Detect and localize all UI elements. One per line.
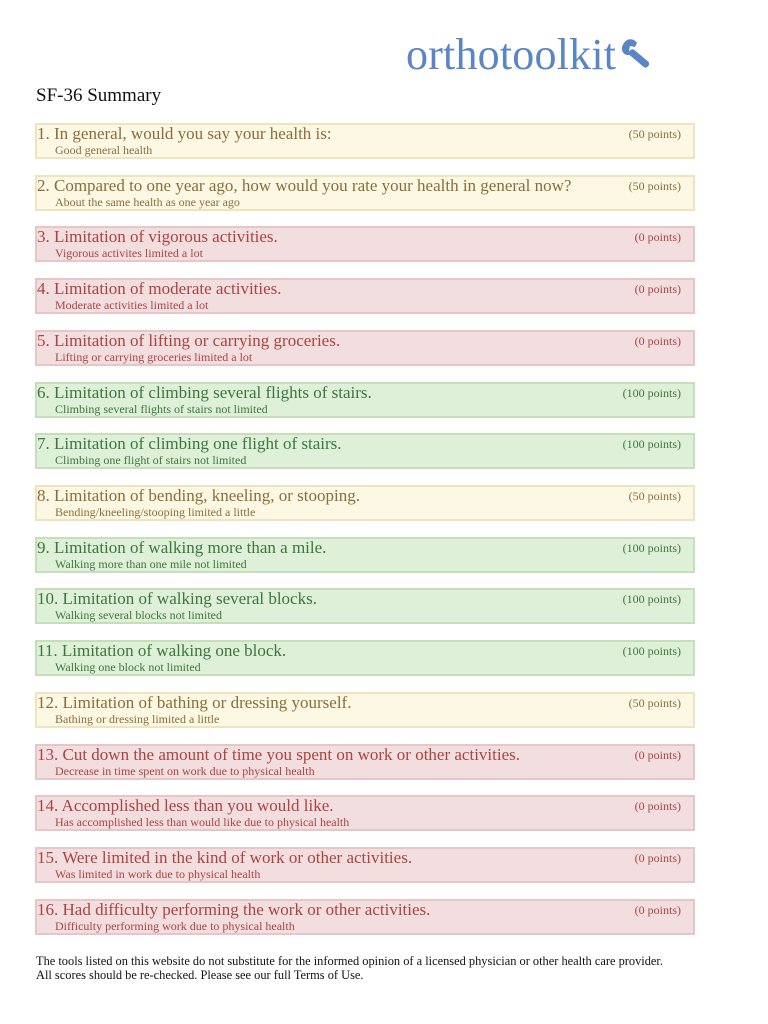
item-points: (100 points) [622, 540, 681, 555]
summary-item [35, 537, 695, 573]
item-question: 9. Limitation of walking more than a mile. [37, 537, 327, 557]
item-answer: Bathing or dressing limited a little [55, 711, 220, 726]
item-answer: Bending/kneeling/stooping limited a little [55, 505, 256, 520]
item-question: 7. Limitation of climbing one flight of stairs. [37, 434, 342, 454]
item-points: (0 points) [634, 902, 681, 917]
item-answer: Has accomplished less than would like due to physical health [55, 815, 350, 830]
summary-item [35, 382, 695, 418]
logo-text: orthotoolkit [406, 29, 617, 79]
summary-item [35, 278, 695, 314]
item-points: (0 points) [634, 333, 681, 348]
disclaimer [36, 954, 736, 982]
item-question: 11. Limitation of walking one block. [37, 641, 287, 661]
item-points: (0 points) [634, 230, 681, 245]
item-question: 8. Limitation of bending, kneeling, or stooping. [37, 486, 360, 506]
summary-item [35, 330, 695, 366]
item-question: 1. In general, would you say your health is: [37, 124, 332, 143]
item-question: 3. Limitation of vigorous activities. [37, 227, 278, 247]
item-answer: Vigorous activites limited a lot [55, 246, 203, 261]
item-question: 2. Compared to one year ago, how would you rate your health in general now? [37, 175, 572, 195]
summary-item [35, 123, 695, 159]
item-question: 15. Were limited in the kind of work or other activities. [37, 848, 413, 868]
summary-item [35, 744, 695, 780]
summary-item [35, 485, 695, 521]
item-points: (100 points) [622, 385, 681, 400]
item-question: 16. Had difficulty performing the work or other activities. [37, 899, 431, 919]
item-answer: Walking more than one mile not limited [55, 556, 247, 571]
summary-item [35, 226, 695, 262]
item-answer: Good general health [55, 143, 153, 157]
summary-item [35, 588, 695, 624]
summary-item [35, 795, 695, 831]
item-answer: Climbing several flights of stairs not limited [55, 401, 268, 416]
wrench-icon [618, 35, 658, 75]
item-answer: Walking several blocks not limited [55, 608, 222, 623]
item-points: (50 points) [628, 178, 681, 193]
item-points: (100 points) [622, 644, 681, 659]
summary-list [35, 123, 695, 951]
item-points: (0 points) [634, 851, 681, 866]
item-question: 4. Limitation of moderate activities. [37, 279, 282, 299]
item-points: (0 points) [634, 747, 681, 762]
item-question: 14. Accomplished less than you would like. [37, 796, 334, 816]
summary-item [35, 847, 695, 883]
item-question: 5. Limitation of lifting or carrying groceries. [37, 330, 341, 350]
item-points: (50 points) [628, 695, 681, 710]
item-points: (0 points) [634, 799, 681, 814]
disclaimer-line-2: All scores should be re-checked. Please see our full Terms of Use. [36, 968, 364, 982]
orthotoolkit-logo [406, 26, 658, 82]
item-answer: Walking one block not limited [55, 660, 201, 675]
item-answer: Lifting or carrying groceries limited a lot [55, 349, 253, 364]
item-points: (50 points) [628, 127, 681, 141]
summary-item [35, 899, 695, 935]
item-question: 6. Limitation of climbing several flights of stairs. [37, 382, 372, 402]
page-title: SF-36 Summary [36, 85, 162, 106]
item-answer: Moderate activities limited a lot [55, 298, 209, 313]
item-question: 12. Limitation of bathing or dressing yourself. [37, 692, 352, 712]
item-answer: Climbing one flight of stairs not limited [55, 453, 247, 468]
disclaimer-line-1: The tools listed on this website do not substitute for the informed opinion of a licensed physician or other health care provider. [36, 954, 663, 968]
item-points: (0 points) [634, 282, 681, 297]
summary-item [35, 433, 695, 469]
item-points: (100 points) [622, 437, 681, 452]
item-points: (50 points) [628, 489, 681, 504]
summary-item [35, 640, 695, 676]
item-question: 10. Limitation of walking several blocks. [37, 589, 317, 609]
item-question: 13. Cut down the amount of time you spent on work or other activities. [37, 744, 521, 764]
item-answer: Decrease in time spent on work due to physical health [55, 763, 315, 778]
summary-item [35, 175, 695, 211]
item-answer: About the same health as one year ago [55, 194, 240, 209]
item-points: (100 points) [622, 592, 681, 607]
item-answer: Was limited in work due to physical health [55, 867, 261, 882]
summary-item [35, 692, 695, 728]
item-answer: Difficulty performing work due to physical health [55, 918, 295, 933]
